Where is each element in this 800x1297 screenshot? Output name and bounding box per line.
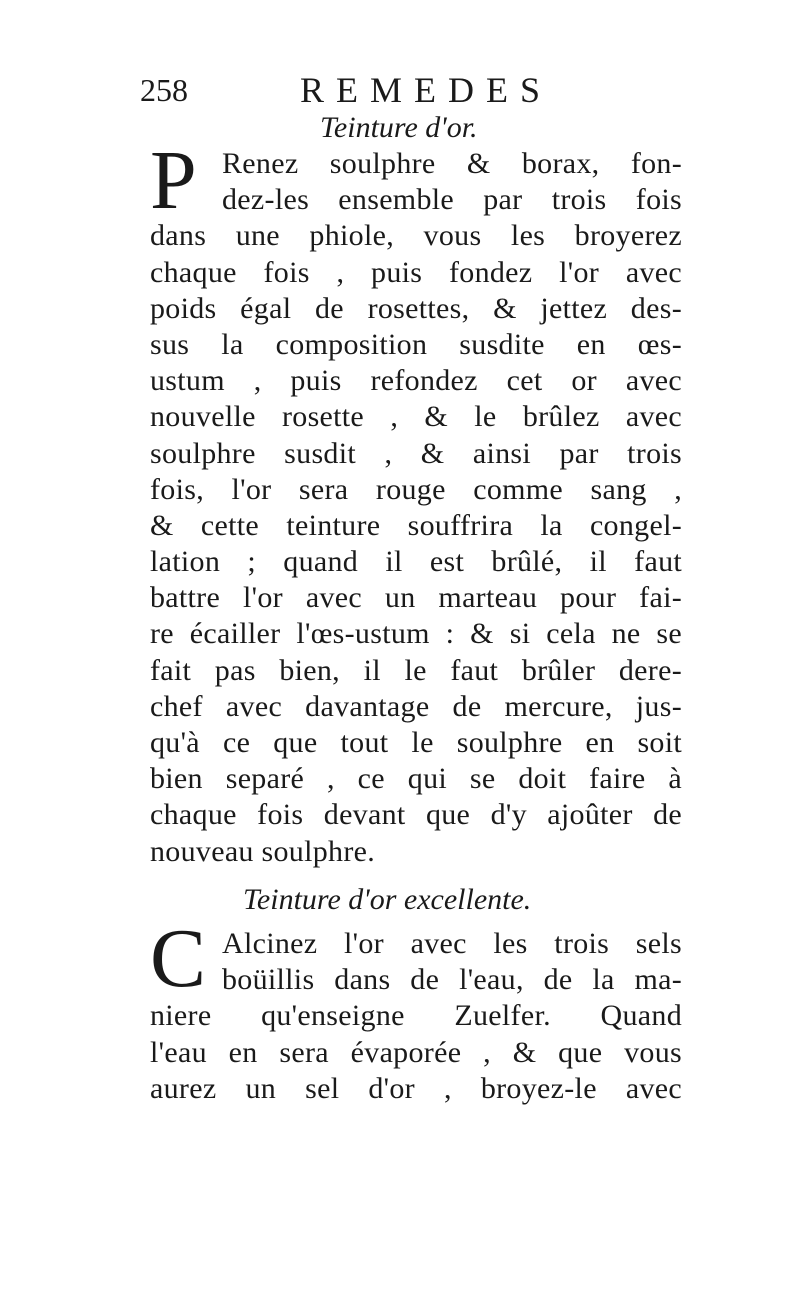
- text-line: soulphre susdit , & ainsi par trois: [150, 436, 682, 470]
- text-line: ustum , puis refondez cet or avec: [150, 364, 682, 398]
- text-line: dez-les ensemble par trois fois: [222, 183, 682, 217]
- text-line: chaque fois , puis fondez l'or avec: [150, 255, 682, 289]
- text-line: sus la composition susdite en œs-: [150, 327, 682, 361]
- text-line: fois, l'or sera rouge comme sang ,: [150, 472, 682, 506]
- text-line: lation ; quand il est brûlé, il faut: [150, 545, 682, 579]
- page-number: 258: [140, 72, 188, 108]
- running-head: REMEDES: [300, 70, 553, 110]
- text-line: chef avec davantage de mercure, jus-: [150, 689, 682, 723]
- text-line: Renez soulphre & borax, fon-: [222, 147, 682, 180]
- drop-cap-p: P: [150, 134, 197, 227]
- text-line: Alcinez l'or avec les trois sels: [222, 927, 682, 960]
- text-line: l'eau en sera évaporée , & que vous: [150, 1035, 682, 1069]
- text-line: boüillis dans de l'eau, de la ma-: [222, 963, 682, 997]
- text-line: bien separé , ce qui se doit faire à: [150, 762, 682, 796]
- section-title-teinture-dor-excellente: Teinture d'or excellente.: [243, 883, 532, 916]
- text-line: re écailler l'œs-ustum : & si cela ne se: [150, 617, 682, 651]
- text-line: poids égal de rosettes, & jettez des-: [150, 291, 682, 325]
- drop-cap-c: C: [150, 912, 207, 1005]
- text-line: battre l'or avec un marteau pour fai-: [150, 581, 682, 615]
- paragraph-teinture-dor-excellente: [150, 926, 682, 1107]
- paragraph-teinture-dor: [150, 146, 682, 870]
- text-line: niere qu'enseigne Zuelfer. Quand: [150, 999, 682, 1033]
- text-line: aurez un sel d'or , broyez-le avec: [150, 1071, 682, 1105]
- text-line: dans une phiole, vous les broyerez: [150, 219, 682, 253]
- text-line: fait pas bien, il le faut brûler dere-: [150, 653, 682, 687]
- text-line: qu'à ce que tout le soulphre en soit: [150, 726, 682, 759]
- text-line: nouveau soulphre.: [150, 834, 376, 868]
- page-header: [140, 68, 680, 112]
- text-line: & cette teinture souffrira la congel-: [150, 508, 682, 542]
- text-line: chaque fois devant que d'y ajoûter de: [150, 798, 682, 832]
- text-line: nouvelle rosette , & le brûlez avec: [150, 400, 682, 434]
- section-title-teinture-dor: Teinture d'or.: [320, 111, 478, 144]
